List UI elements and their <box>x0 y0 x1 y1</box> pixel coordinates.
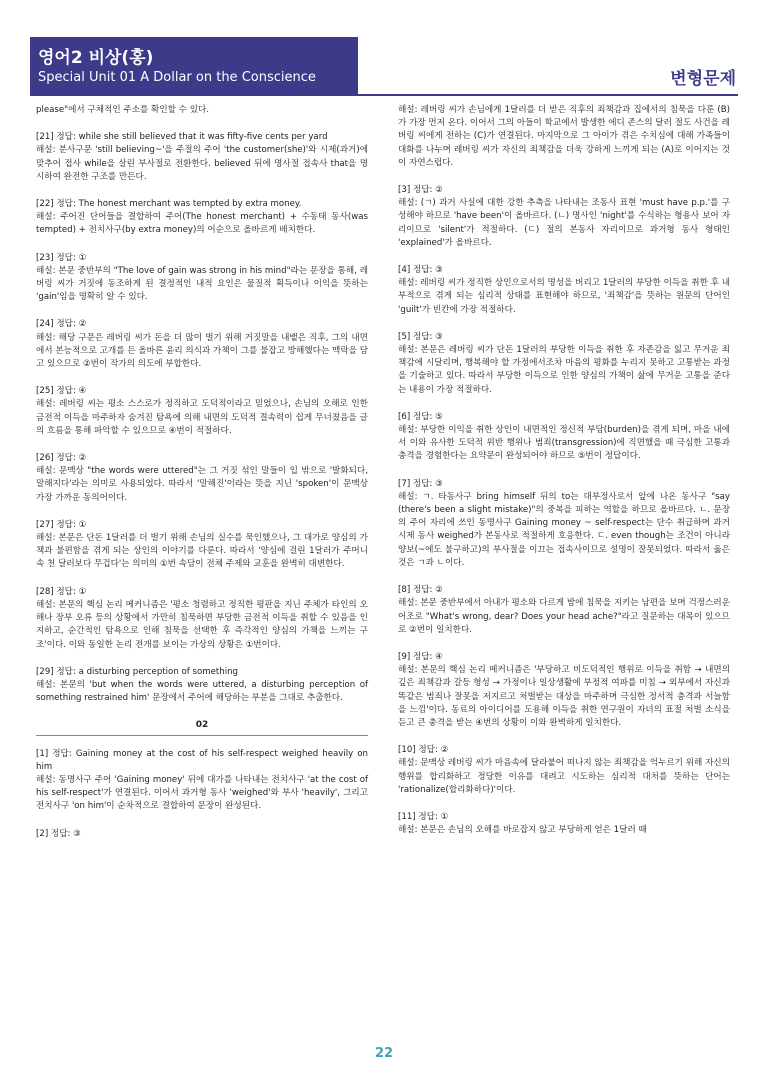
explanation-line: 해설: 본문 중반부의 "The love of gain was strong in his mind"라는 문장을 통해, 레버링 씨가 거짓에 동조하게 된 결정적인 내적 요인은 물질적 획득이나 이익을 뜻하는 'gain'임을 명확히 알 수 있다. <box>36 265 368 303</box>
answer-entry <box>398 411 730 464</box>
answer-entry <box>36 198 368 238</box>
answer-entry <box>36 519 368 572</box>
explanation-line: 해설: 본문 중반부에서 아내가 평소와 다르게 밤에 침묵을 지키는 남편을 보며 걱정스러운 어조로 "What's wrong, dear? Does your head ache?"라고 질문하는 대목이 있으므로 ②번이 일치한다. <box>398 598 730 635</box>
answer-line: [7] 정답: ③ <box>398 478 443 489</box>
answer-line: [23] 정답: ① <box>36 252 87 263</box>
answer-line: [10] 정답: ② <box>398 745 449 756</box>
page-subtitle: Special Unit 01 A Dollar on the Conscience <box>38 70 316 85</box>
answer-line: [6] 정답: ⑤ <box>398 411 443 422</box>
answer-line: [8] 정답: ② <box>398 585 443 596</box>
answer-entry <box>398 811 730 837</box>
answer-entry <box>398 264 730 317</box>
answer-line: [27] 정답: ① <box>36 519 87 530</box>
answer-line: please"에서 구체적인 주소를 확인할 수 있다. <box>36 105 210 115</box>
explanation-line: 해설: 문맥상 레버링 씨가 마음속에 달라붙어 떠나지 않는 죄책감을 억누르기 위해 자신의 행위를 합리화하고 정당한 이유를 대려고 시도하는 심리적 대처를 뜻하는 단어는 'rationalize(합리화하다)'이다. <box>398 758 730 795</box>
section-number: 02 <box>36 719 368 735</box>
answer-line: [21] 정답: while she still believed that it was fifty-five cents per yard <box>36 132 328 143</box>
answer-entry <box>36 748 368 814</box>
left-column <box>36 104 368 855</box>
answer-line: [5] 정답: ③ <box>398 331 443 342</box>
explanation-line: 해설: 부당한 이익을 취한 상인이 내면적인 정신적 부담(burden)을 겪게 되며, 마을 내에서 이와 유사한 도덕적 위반 행위나 범죄(transgression)에 직면했을 때 극심한 고통과 충격을 경험한다는 요약문이 완성되어야 하므로 ⑤번이 정답이다. <box>398 425 730 462</box>
explanation-line: 해설: 해당 구문은 레버링 씨가 돈을 더 많이 벌기 위해 거짓말을 내뱉은 직후, 그의 내면에서 본능적으로 고개를 든 올바른 윤리 의식과 가책이 그를 불잡고 방해했다는 맥락을 담고 있으므로 ②번이 작가의 의도에 부합한다. <box>36 332 368 370</box>
answer-entry <box>36 452 368 505</box>
answer-line: [25] 정답: ④ <box>36 386 87 397</box>
page-number: 22 <box>374 1046 394 1061</box>
right-column <box>398 104 730 851</box>
answer-line: [26] 정답: ② <box>36 453 87 464</box>
explanation-line: 해설: 본문은 단돈 1달러를 더 벌기 위해 손님의 실수를 묵인했으나, 그 대가로 양심의 가책과 불편함을 겪게 되는 상인의 이야기를 다룬다. 따라서 '양심에 걸린 1달러가 주머니 속 천 달러보다 무겁다'는 의미의 ①번 속담이 전체 주제와 교훈을 완벽히 대변한다. <box>36 533 368 570</box>
answer-entry <box>398 478 730 570</box>
answer-entry <box>36 385 368 438</box>
answer-line: [9] 정답: ④ <box>398 651 443 662</box>
answer-line: [3] 정답: ② <box>398 185 443 196</box>
answer-line: [4] 정답: ③ <box>398 265 443 276</box>
page-title: 영어2 비상(홍) <box>38 48 154 68</box>
explanation-line: 해설: 레버링 씨가 정직한 상인으로서의 명성을 버리고 1달러의 부당한 이득을 취한 후 내부적으로 겪게 되는 심리적 상태를 표현해야 하므로, '죄책감'을 뜻하는 원문의 단어인 'guilt'가 빈칸에 가장 적절하다. <box>398 278 730 315</box>
answer-line: [2] 정답: ③ <box>36 828 81 839</box>
answer-entry <box>398 184 730 250</box>
explanation-line: 해설: ㄱ. 타동사구 bring himself 뒤의 to는 대부정사로서 앞에 나온 동사구 "say (there's been a slight mistake)"의 중복을 피하는 역할을 하므로 올바르다. ㄴ. 문장의 주어 자리에 쓰인 동명사구 Gaining money ~ self-respect는 단수 취급하며 과거시제 동사 weighed가 본동사로 적절하게 호응한다. ㄷ. even though는 조건이 아니라 양보(~에도 불구하고)의 부사절을 이끄는 접속사이므로 설명이 잘못되었다. 따라서 옳은 것은 ㄱ과 ㄴ이다. <box>398 491 730 568</box>
explanation-line: 해설: 본문은 손님의 오해를 바로잡지 않고 부당하게 얻은 1달러 때 <box>398 825 647 836</box>
answer-line: [1] 정답: Gaining money at the cost of his self-respect weighed heavily on him <box>36 748 368 772</box>
answer-entry <box>398 744 730 797</box>
answer-entry <box>36 252 368 305</box>
explanation-line: 해설: 본문은 레버링 씨가 단돈 1달러의 부당한 이득을 취한 후 자존감을 잃고 무거운 죄책감에 시달리며, 행복해야 할 가정에서조차 마음의 평화를 누리지 못하고 고통받는 과정을 기술하고 있다. 따라서 부당한 이득으로 인한 양심의 가책이 삶에 무거운 고통을 준다는 내용이 가장 적절하다. <box>398 345 730 395</box>
explanation-line: 해설: 본문의 핵심 논리 메커니즘은 '평소 청렴하고 정직한 평판을 지닌 주체가 타인의 오해나 장부 오류 등의 상황에서 가만히 침묵하면 부당한 금전적 이득을 취할 수 있음을 인지하고, 순간적인 탐욕으로 인해 침묵을 선택한 후 즉각적인 양심의 가책을 느끼는 구조'이다. 이와 동일한 논리 전개를 보이는 가상의 상황은 ①번이다. <box>36 599 368 650</box>
answer-line: 해설: 레버링 씨가 손님에게 1달러를 더 받은 직후의 죄책감과 집에서의 침묵을 다룬 (B)가 가장 먼저 온다. 이어서 그의 아들이 학교에서 발생한 에디 존스의 달러 절도 사건을 레버링 씨에게 전하는 (C)가 연결된다. 마지막으로 그 아이가 겪은 수치심에 대해 가족들이 대화를 나누며 레버링 씨가 자신의 죄책감을 더욱 강하게 느끼게 되는 (A)로 이어지는 것이 자연스럽다. <box>398 105 730 168</box>
answer-entry <box>36 131 368 184</box>
answer-line: [28] 정답: ① <box>36 586 87 597</box>
answer-line: [11] 정답: ① <box>398 811 449 822</box>
answer-entry <box>36 828 368 841</box>
explanation-line: 해설: 문맥상 "the words were uttered"는 그 거짓 섞인 말들이 입 밖으로 '발화되다, 말해지다'라는 의미로 사용되었다. 따라서 '말해진'이라는 뜻을 지닌 'spoken'이 문맥상 가장 가까운 동의어이다. <box>36 466 368 503</box>
answer-entry <box>398 331 730 397</box>
explanation-line: 해설: 본문의 핵심 논리 메커니즘은 '부당하고 비도덕적인 행위로 이득을 취함 → 내면의 깊은 죄책감과 갈등 형성 → 가정이나 일상생활에 부정적 여파를 미침 → 외부에서 자신과 똑같은 범죄나 잘못을 저지르고 처벌받는 대상을 마주하며 극심한 정서적 충격과 서늘함을 느낌'이다. 동료의 아이디어를 도용해 이득을 취한 연구원이 자녀의 표절 처벌 소식을 듣고 큰 충격을 받는 ④번의 상황이 이와 완벽하게 일치한다. <box>398 665 730 728</box>
answer-entry <box>36 586 368 652</box>
section-label: 변형문제 <box>670 69 736 89</box>
answer-entry <box>36 666 368 706</box>
answer-line: [24] 정답: ② <box>36 319 87 330</box>
header-divider <box>30 94 738 96</box>
answer-entry <box>36 104 368 117</box>
explanation-line: 해설: (ㄱ) 과거 사실에 대한 강한 추측을 나타내는 조동사 표현 'must have p.p.'를 구성해야 하므로 'have been'이 올바르다. (ㄴ) 명사인 'night'를 수식하는 형용사 보어 자리이므로 'silent'가 적절하다. (ㄷ) 절의 본동사 자리이므로 과거형 동사 형태인 'explained'가 올바르다. <box>398 198 730 248</box>
explanation-line: 해설: 주어진 단어들을 결합하여 주어(The honest merchant) + 수동태 동사(was tempted) + 전치사구(by extra money)의 어순으로 올바르게 배치한다. <box>36 212 368 236</box>
answer-entry <box>36 318 368 371</box>
explanation-line: 해설: 본문의 'but when the words were uttered, a disturbing perception of something restrained him' 문장에서 주어에 해당하는 부분을 그대로 추출한다. <box>36 679 368 704</box>
explanation-line: 해설: 분사구문 'still believing~'을 주절의 주어 'the customer(she)'와 시제(과거)에 맞추어 접사 while을 살린 부사절로 전환한다. believed 뒤에 명사절 접속사 that을 명시하여 완전한 구조를 만든다. <box>36 145 368 182</box>
answer-entry <box>398 651 730 730</box>
answer-entry <box>398 104 730 170</box>
answer-line: [29] 정답: a disturbing perception of something <box>36 666 239 677</box>
explanation-line: 해설: 동명사구 주어 'Gaining money' 뒤에 대가를 나타내는 전치사구 'at the cost of his self-respect'가 연결된다. 이어서 과거형 동사 'weighed'와 부사 'heavily', 그리고 전치사구 'on him'이 순차적으로 결합하여 문장이 완성된다. <box>36 774 368 812</box>
explanation-line: 해설: 레버링 씨는 평소 스스로가 정직하고 도덕적이라고 믿었으나, 손님의 오해로 인한 금전적 이득을 마주하자 숨겨진 탐욕에 의해 내면의 도덕적 결속력이 쉽게 무너졌음을 글의 흐름을 통해 파악할 수 있으므로 ④번이 적절하다. <box>36 399 368 436</box>
title-banner <box>30 37 358 94</box>
answer-entry <box>398 584 730 637</box>
answer-line: [22] 정답: The honest merchant was tempted by extra money. <box>36 199 302 210</box>
